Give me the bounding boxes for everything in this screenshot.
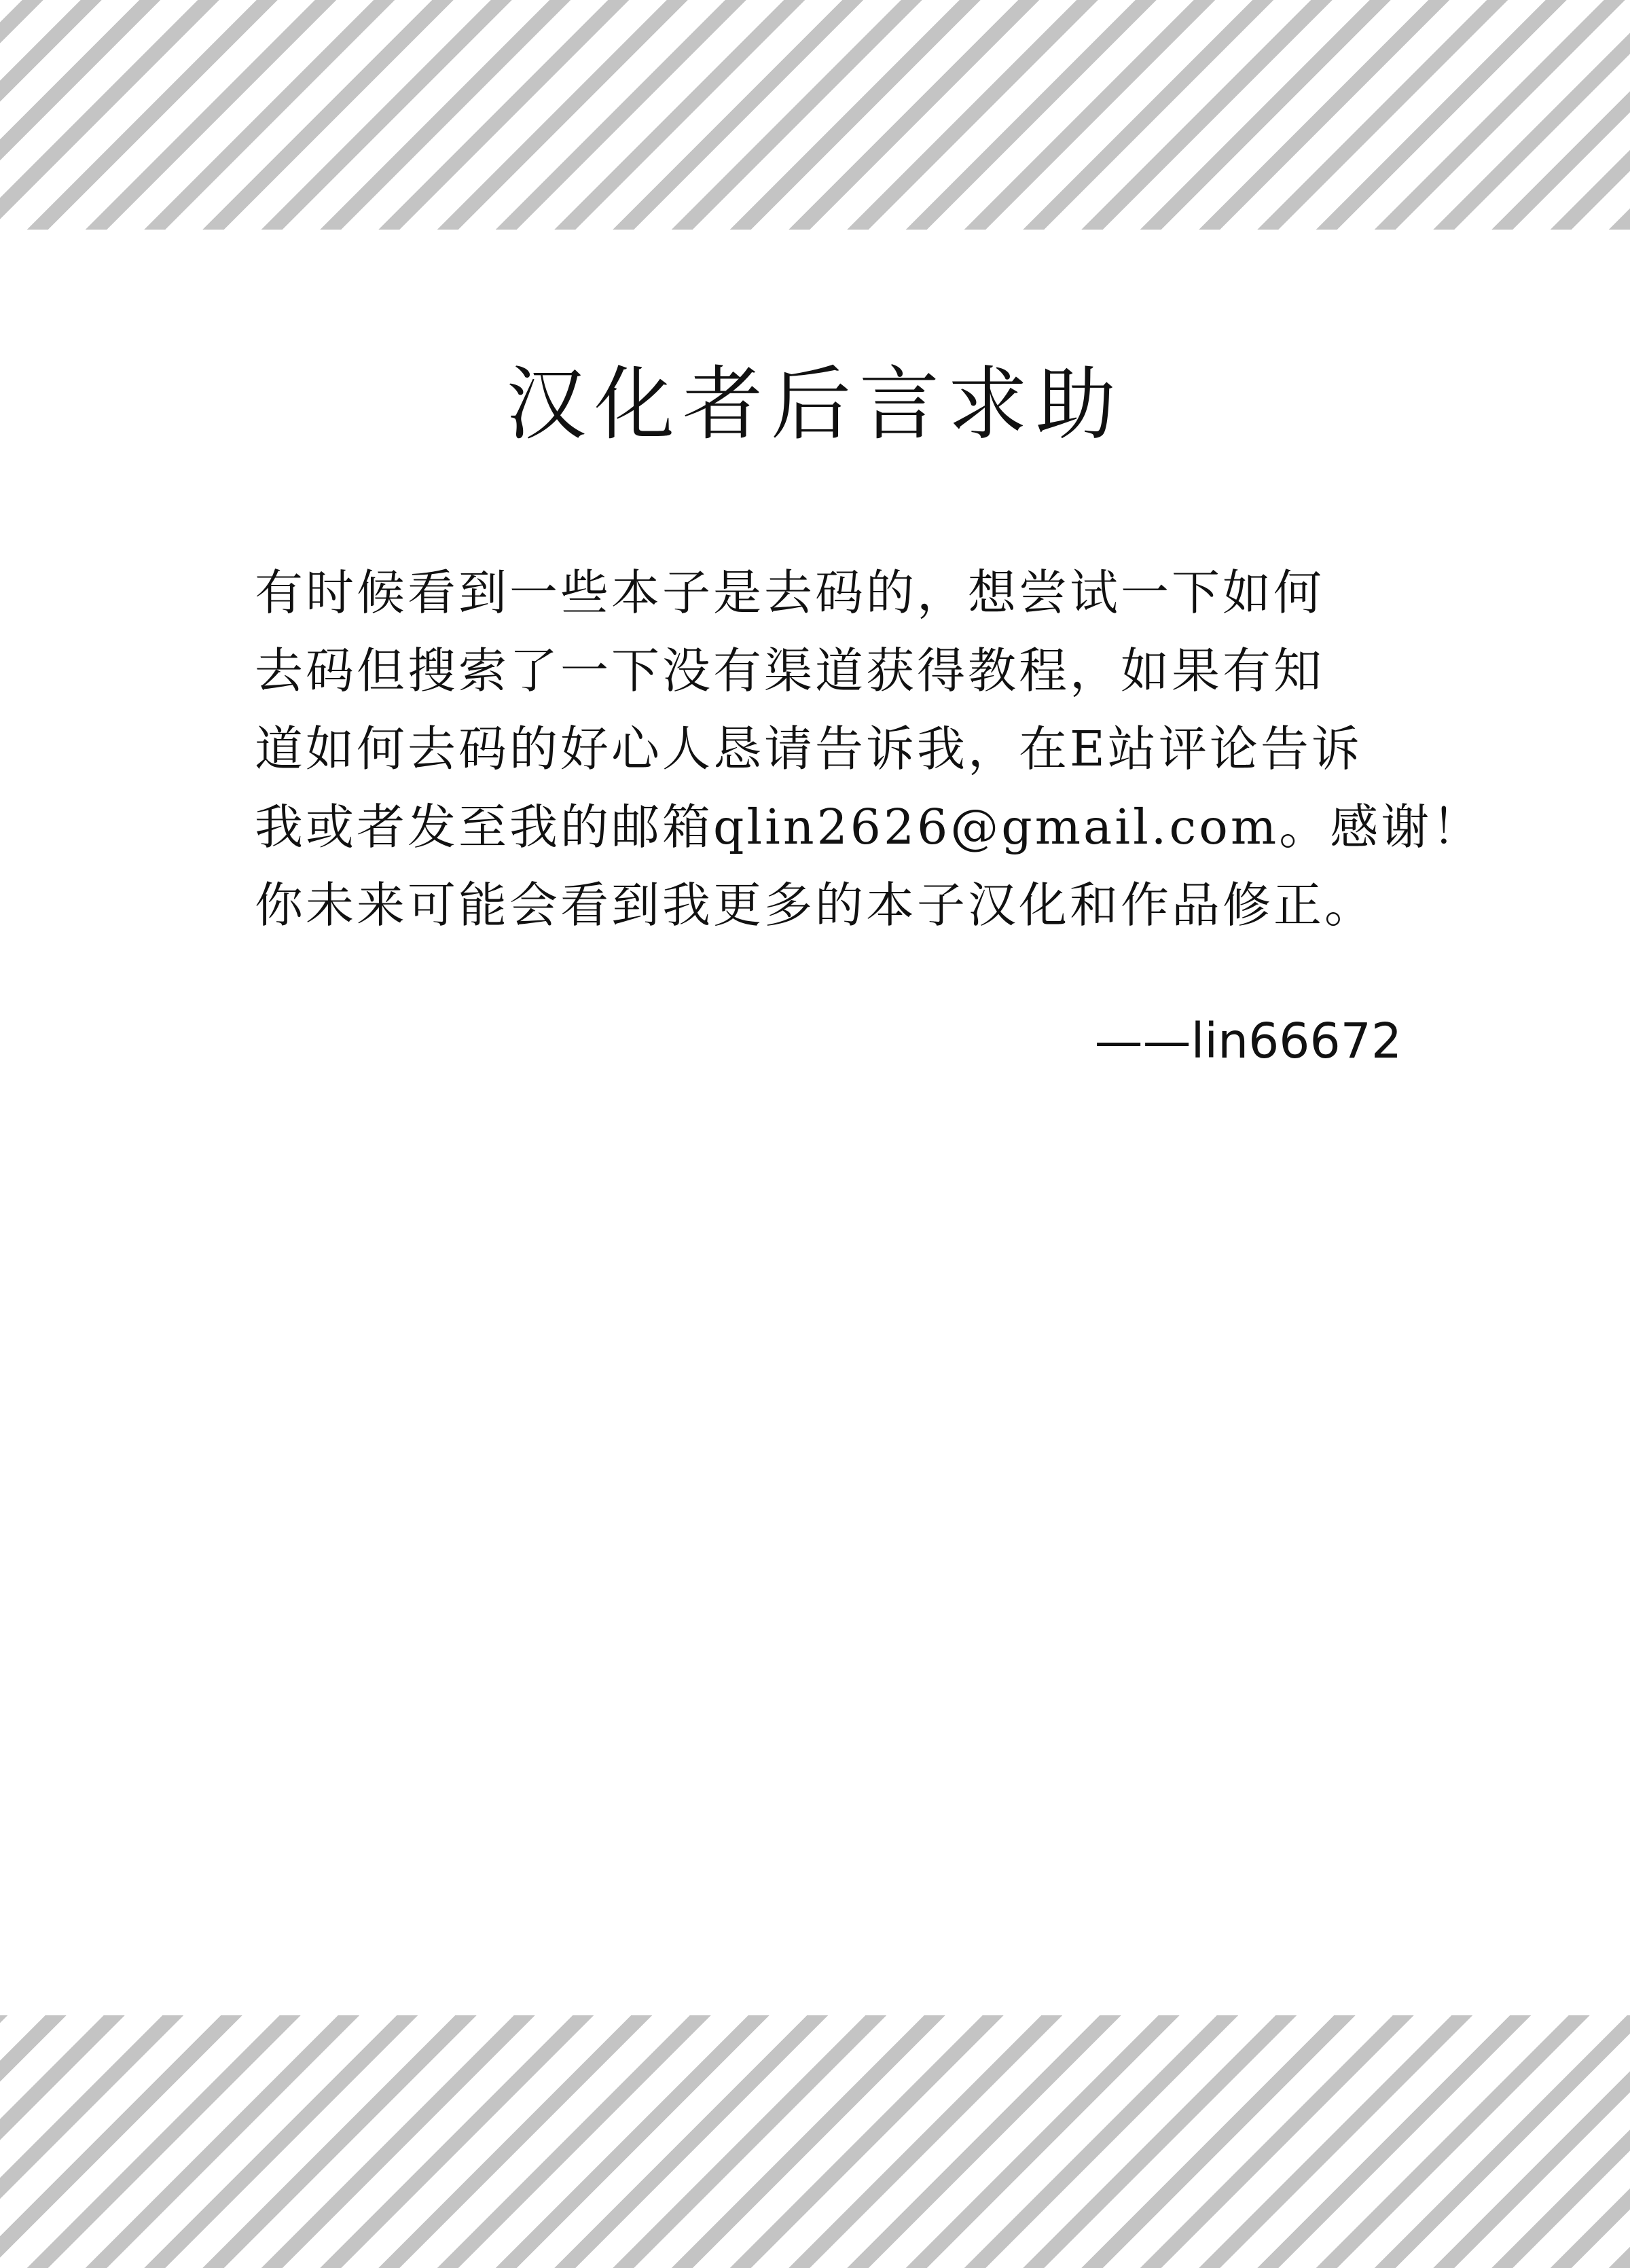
paragraph-line-3: 道如何去码的好心人恳请告诉我，在E站评论告诉 xyxy=(255,721,1362,777)
author-signature: ——lin66672 xyxy=(1094,1013,1402,1069)
request-paragraph xyxy=(255,554,1483,944)
paragraph-line-4: 我或者发至我的邮箱qlin2626@gmail.com。感谢！ xyxy=(255,799,1483,855)
bottom-stripe-border xyxy=(0,2015,1630,2268)
paragraph-line-5: 你未来可能会看到我更多的本子汉化和作品修正。 xyxy=(255,877,1376,933)
paragraph-line-1: 有时候看到一些本子是去码的，想尝试一下如何 xyxy=(255,564,1325,621)
paragraph-line-2: 去码但搜索了一下没有渠道获得教程，如果有知 xyxy=(255,643,1325,699)
page-title: 汉化者后言求助 xyxy=(505,357,1124,451)
top-stripe-border xyxy=(0,0,1630,230)
